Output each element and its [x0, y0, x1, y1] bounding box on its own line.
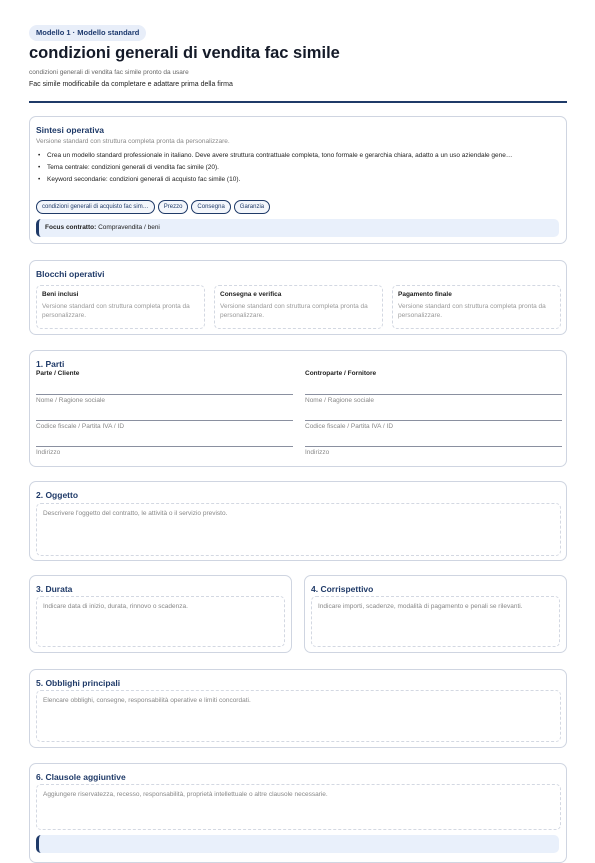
header-divider [29, 101, 567, 103]
clausole-card [29, 763, 567, 863]
durata-title: 3. Durata [36, 584, 73, 594]
supplier-name-label: Nome / Ragione sociale [305, 397, 375, 404]
block-title: Consegna e verifica [220, 291, 282, 298]
corrispettivo-title: 4. Corrispettivo [311, 584, 374, 594]
client-name-label: Nome / Ragione sociale [36, 397, 106, 404]
durata-card [29, 575, 292, 653]
parti-card [29, 350, 567, 467]
chip-consegna[interactable]: Consegna [191, 200, 230, 214]
parti-title: 1. Parti [36, 359, 65, 369]
focus-callout [36, 219, 559, 237]
page-subtitle-secondary: Fac simile modificabile da completare e adattare prima della firma [29, 81, 233, 88]
sintesi-card [29, 116, 567, 244]
supplier-taxid-line[interactable] [305, 420, 562, 421]
client-address-label: Indirizzo [36, 449, 61, 456]
client-taxid-label: Codice fiscale / Partita IVA / ID [36, 423, 125, 430]
focus-value: Compravendita / beni [98, 224, 160, 231]
client-address-line[interactable] [36, 446, 293, 447]
supplier-taxid-label: Codice fiscale / Partita IVA / ID [305, 423, 394, 430]
oggetto-field[interactable]: Descrivere l'oggetto del contratto, le attività o il servizio previsto. [36, 503, 561, 556]
oggetto-title: 2. Oggetto [36, 490, 79, 500]
oggetto-card [29, 481, 567, 561]
supplier-address-label: Indirizzo [305, 449, 330, 456]
block-text: Versione standard con struttura completa pronta da personalizzare. [220, 303, 368, 319]
model-badge: Modello 1 · Modello standard [29, 25, 146, 41]
list-item: • Keyword secondarie: condizioni generali di acquisto fac simile (10). [36, 175, 558, 184]
chip-prezzo[interactable]: Prezzo [158, 200, 189, 214]
focus-label: Focus contratto: [45, 224, 97, 231]
page-subtitle: condizioni generali di vendita fac simile pronto da usare [29, 69, 189, 76]
corrispettivo-card [304, 575, 567, 653]
page-title: condizioni generali di vendita fac simile [29, 44, 340, 62]
chip-keyword[interactable]: condizioni generali di acquisto fac sim… [36, 200, 155, 214]
sintesi-title: Sintesi operativa [36, 125, 105, 135]
block-text: Versione standard con struttura completa pronta da personalizzare. [42, 303, 190, 319]
clausole-title: 6. Clausole aggiuntive [36, 772, 126, 782]
block-title: Pagamento finale [398, 291, 452, 298]
sintesi-bullet-list [36, 151, 558, 187]
sintesi-subtitle: Versione standard con struttura completa pronta da personalizzare. [36, 138, 230, 145]
keyword-chips [36, 200, 270, 214]
party-client-heading: Parte / Cliente [36, 370, 80, 377]
block-pagamento [392, 285, 561, 329]
block-text: Versione standard con struttura completa pronta da personalizzare. [398, 303, 546, 319]
block-consegna [214, 285, 383, 329]
supplier-address-line[interactable] [305, 446, 562, 447]
corrispettivo-field[interactable]: Indicare importi, scadenze, modalità di pagamento e penali se rilevanti. [311, 596, 560, 647]
chip-garanzia[interactable]: Garanzia [234, 200, 270, 214]
durata-field[interactable]: Indicare data di inizio, durata, rinnovo o scadenza. [36, 596, 285, 647]
block-title: Beni inclusi [42, 291, 79, 298]
block-beni [36, 285, 205, 329]
client-name-line[interactable] [36, 394, 293, 395]
list-item: • Tema centrale: condizioni generali di vendita fac simile (20). [36, 163, 558, 172]
party-supplier [305, 370, 562, 456]
clausole-callout [36, 835, 559, 853]
obblighi-field[interactable]: Elencare obblighi, consegne, responsabilità operative e limiti concordati. [36, 690, 561, 742]
obblighi-card [29, 669, 567, 748]
client-taxid-line[interactable] [36, 420, 293, 421]
supplier-name-line[interactable] [305, 394, 562, 395]
party-supplier-heading: Controparte / Fornitore [305, 370, 377, 377]
blocchi-card [29, 260, 567, 335]
party-client [36, 370, 293, 456]
obblighi-title: 5. Obblighi principali [36, 678, 121, 688]
clausole-field[interactable]: Aggiungere riservatezza, recesso, responsabilità, proprietà intellettuale o altre clausole necessarie. [36, 784, 561, 830]
blocchi-title: Blocchi operativi [36, 269, 105, 279]
list-item: • Crea un modello standard professionale in italiano. Deve avere struttura contrattuale completa, tono formale e gerarchia chiara, adatto a un uso aziendale gene… [36, 151, 558, 160]
